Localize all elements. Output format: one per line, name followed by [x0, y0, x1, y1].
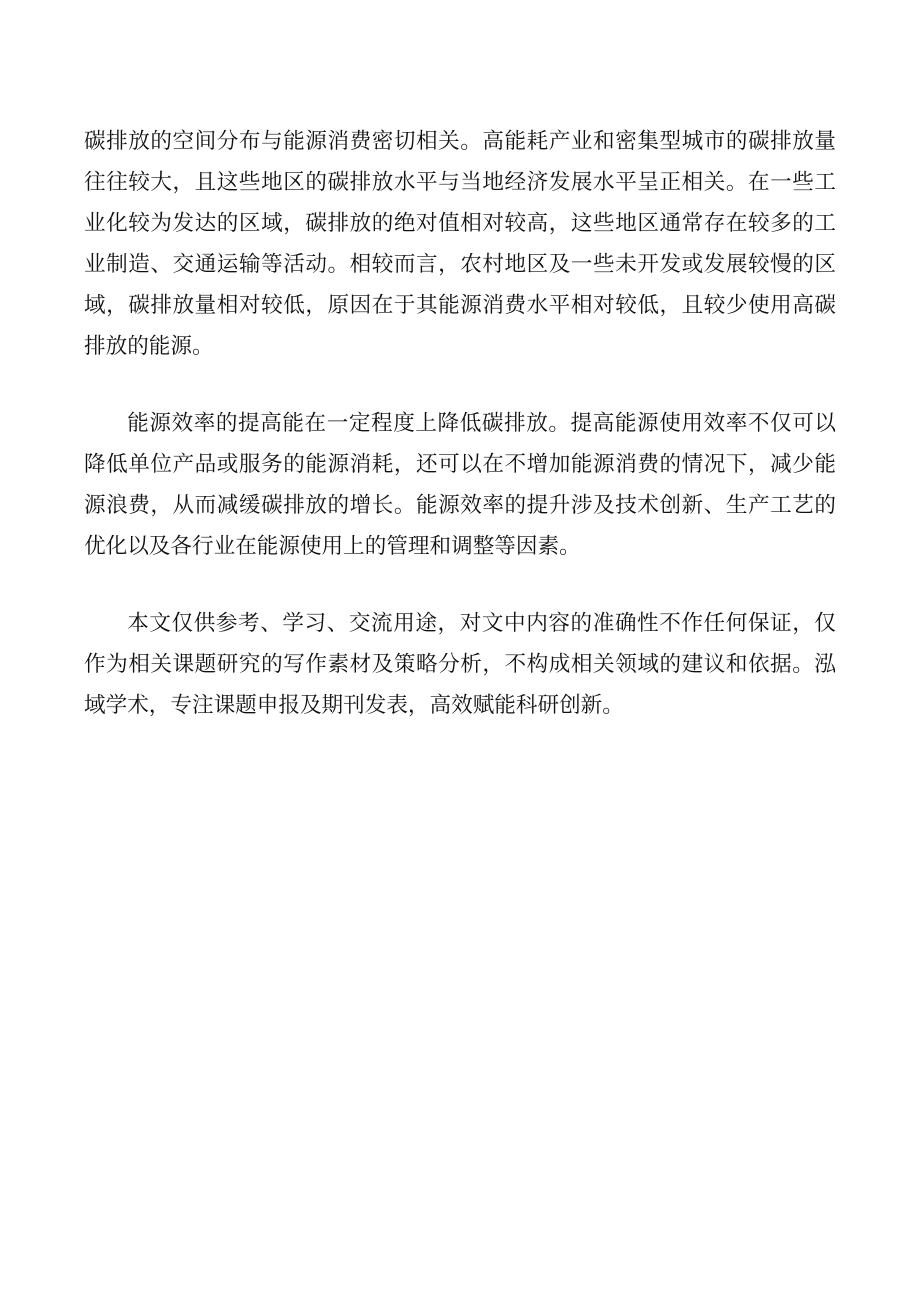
paragraph-disclaimer: 本文仅供参考、学习、交流用途，对文中内容的准确性不作任何保证，仅作为相关课题研究的写作素材及策略分析，不构成相关领域的建议和依据。泓域学术，专注课题申报及期刊发表，高效赋能科研创新。 [84, 611, 836, 718]
document-body [84, 121, 836, 726]
paragraph-energy-efficiency: 能源效率的提高能在一定程度上降低碳排放。提高能源使用效率不仅可以降低单位产品或服务的能源消耗，还可以在不增加能源消费的情况下，减少能源浪费，从而减缓碳排放的增长。能源效率的提升涉及技术创新、生产工艺的优化以及各行业在能源使用上的管理和调整等因素。 [84, 411, 836, 559]
paragraph-carbon-distribution: 碳排放的空间分布与能源消费密切相关。高能耗产业和密集型城市的碳排放量往往较大，且这些地区的碳排放水平与当地经济发展水平呈正相关。在一些工业化较为发达的区域，碳排放的绝对值相对较高，这些地区通常存在较多的工业制造、交通运输等活动。相较而言，农村地区及一些未开发或发展较慢的区域，碳排放量相对较低，原因在于其能源消费水平相对较低，且较少使用高碳排放的能源。 [84, 129, 836, 359]
